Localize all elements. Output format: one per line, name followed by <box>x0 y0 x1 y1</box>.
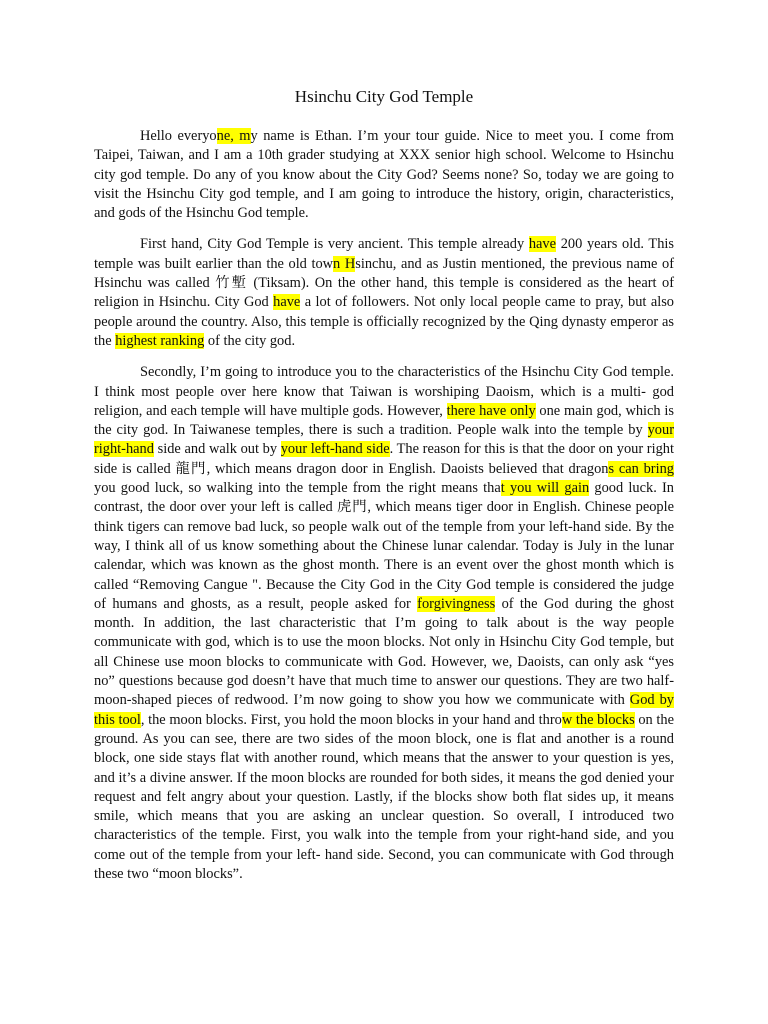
highlighted-text: there have only <box>446 402 536 419</box>
highlighted-text: forgivingness <box>417 595 496 612</box>
highlighted-text: highest ranking <box>115 332 205 349</box>
text-run: of the God during the ghost month. In addition, the last characteristic that I’m going to talk about is the way people communicate with god, which is to use the moon blocks. Not only in Hsinchu City God temple, but all Chinese use moon blocks to communicate with God. However, we, Daoists, can only ask “yes no” questions because god doesn’t have that much time to answer our questions. They are two half-moon-shaped pieces of redwood. I’m now going to show you how we communicate with <box>94 595 674 709</box>
highlighted-text: have <box>528 236 557 253</box>
text-run: on the ground. As you can see, there are two sides of the moon block, one is flat and another is a round block, one side stays flat with another round, which means that the answer to your question is yes, and it’s a divine answer. If the moon blocks are rounded for both sides, it means the god denied your request and felt angry about your question. Lastly, if the blocks show both flat sides up, it means smile, which means that you are asking an unclear question. So overall, I introduced two characteristics of the temple. First, you walk into the temple from your right-hand side, and you come out of the temple from your left- hand side. Second, you can communicate with God through these two “moon blocks”. <box>94 711 674 882</box>
text-run: a lot of followers. Not only local people came to pray, but also people around the country. Also, this temple is officially recognized by the Qing dynasty emperor as the <box>94 294 674 349</box>
highlighted-text: have <box>273 294 301 311</box>
text-run: , the moon blocks. First, you hold the moon blocks in your hand and thro <box>140 711 562 728</box>
text-run: one main god, which is the city god. In Taiwanese temples, there is such a tradition. People walk into the temple by <box>94 402 674 439</box>
text-run: good luck. In contrast, the door over your left is called 虎門, which means tiger door in English. Chinese people think tigers can remove bad luck, so people walk out of the temple from your left-hand side. By the way, I think all of us know something about the Chinese lunar calendar. Today is July in the lunar calendar, which was known as the ghost month. There is an event over the ghost month which is called “Removing Cangue ". Because the City God in the City God temple is considered the judge of humans and ghosts, as a result, people asked for <box>94 480 674 612</box>
highlighted-text: God by this tool <box>94 692 674 728</box>
text-run: Secondly, I’m going to introduce you to the characteristics of the Hsinchu City God temple. I think most people over here know that Taiwan is worshiping Daoism, which is a multi- god religion, and each temple will have multiple gods. However, <box>94 364 674 419</box>
document-body <box>94 127 674 884</box>
text-run: you good luck, so walking into the temple from the right means tha <box>94 480 501 497</box>
highlighted-text: t you will gain <box>500 480 590 497</box>
text-run: side and walk out by <box>153 441 281 458</box>
highlighted-text: n H <box>333 255 356 272</box>
highlighted-text: s can bring <box>608 460 674 477</box>
highlighted-text: ne, m <box>216 128 251 144</box>
highlighted-text: your left-hand side <box>280 441 390 458</box>
text-run: of the city god. <box>204 332 296 349</box>
paragraph <box>94 235 674 351</box>
text-run: 200 years old. This temple was built earlier than the old tow <box>94 236 674 272</box>
highlighted-text: your right-hand <box>94 422 674 458</box>
text-run: sinchu, and as Justin mentioned, the previous name of Hsinchu was called 竹塹 (Tiksam). On the other hand, this temple is considered as the heart of religion in Hsinchu. City God <box>94 255 674 311</box>
text-run: . The reason for this is that the door on your right side is called 龍門, which means dragon door in English. Daoists believed that dragon <box>94 441 674 477</box>
highlighted-text: w the blocks <box>561 711 635 728</box>
paragraph <box>94 127 674 223</box>
document-title: Hsinchu City God Temple <box>294 87 474 106</box>
text-run: Hello everyo <box>140 128 217 144</box>
text-run: First hand, City God Temple is very ancient. This temple already <box>140 236 529 253</box>
text-run: y name is Ethan. I’m your tour guide. Nice to meet you. I come from Taipei, Taiwan, and I am a 10th grader studying at XXX senior high school. Welcome to Hsinchu city god temple. Do any of you know about the City God? Seems none? So, today we are going to visit the Hsinchu City god temple, and I am going to introduce the history, origin, characteristics, and gods of the Hsinchu God temple. <box>94 128 674 222</box>
paragraph <box>94 363 674 884</box>
